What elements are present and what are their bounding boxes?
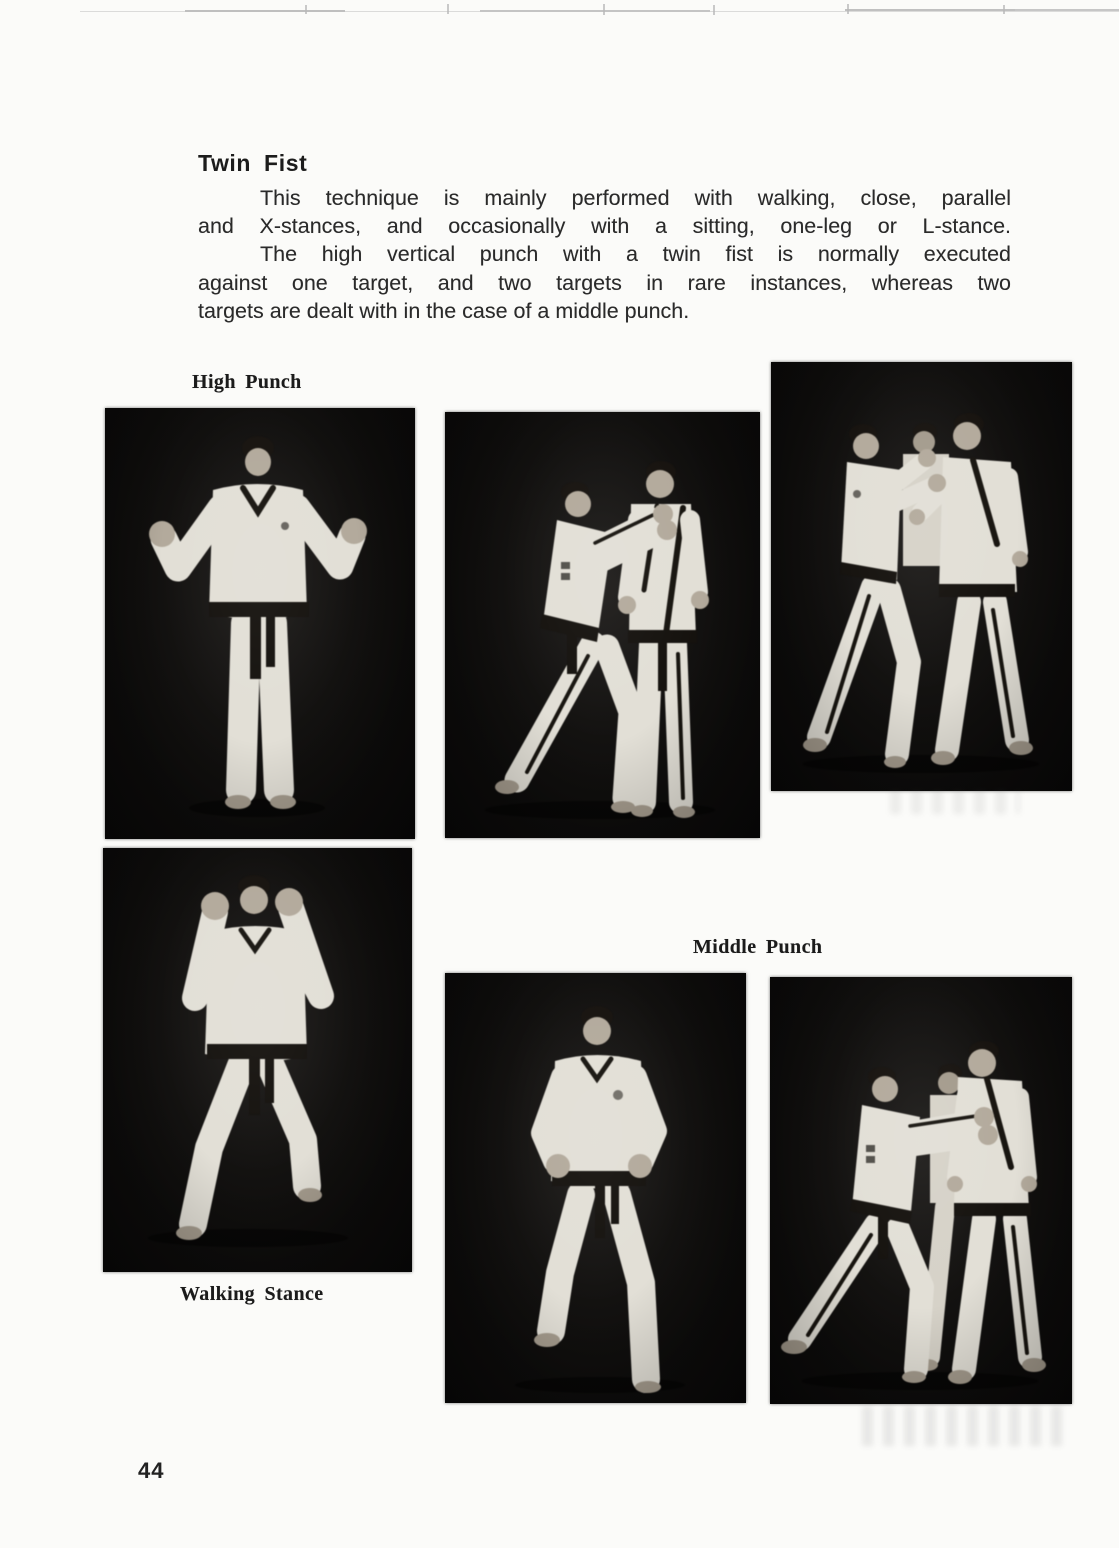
martial-artists-figures: [771, 362, 1072, 791]
page-title: Twin Fist: [198, 150, 308, 176]
print-through-smudge: [890, 790, 1020, 814]
caption-middle-punch: Middle Punch: [693, 936, 823, 958]
martial-artist-figure: [445, 973, 746, 1403]
photo-middle-punch-two-targets: [770, 977, 1072, 1404]
caption-high-punch: High Punch: [192, 371, 302, 393]
text-line: This technique is mainly performed with walking, close, parallel: [260, 186, 1011, 210]
martial-artists-figures: [770, 977, 1072, 1404]
photo-high-punch-ready: [105, 408, 415, 839]
photo-middle-punch-ready: [445, 973, 746, 1403]
body-text: [198, 184, 1011, 325]
text-line: The high vertical punch with a twin fist is normally executed: [260, 242, 1011, 267]
page-number: 44: [138, 1458, 165, 1483]
text-line: against one target, and two targets in rare instances, whereas two: [198, 270, 1011, 295]
martial-artists-figures: [445, 412, 760, 838]
text-line: targets are dealt with in the case of a middle punch.: [198, 298, 690, 323]
print-through-smudge: [862, 1406, 1067, 1446]
text-line: and X-stances, and occasionally with a sitting, one-leg or L-stance.: [198, 214, 1011, 239]
caption-walking-stance: Walking Stance: [180, 1283, 324, 1305]
photo-high-punch-two-targets: [771, 362, 1072, 791]
martial-artist-figure: [103, 848, 412, 1272]
photo-walking-stance: [103, 848, 412, 1272]
photo-high-punch-one-target: [445, 412, 760, 838]
martial-artist-figure: [105, 408, 415, 839]
